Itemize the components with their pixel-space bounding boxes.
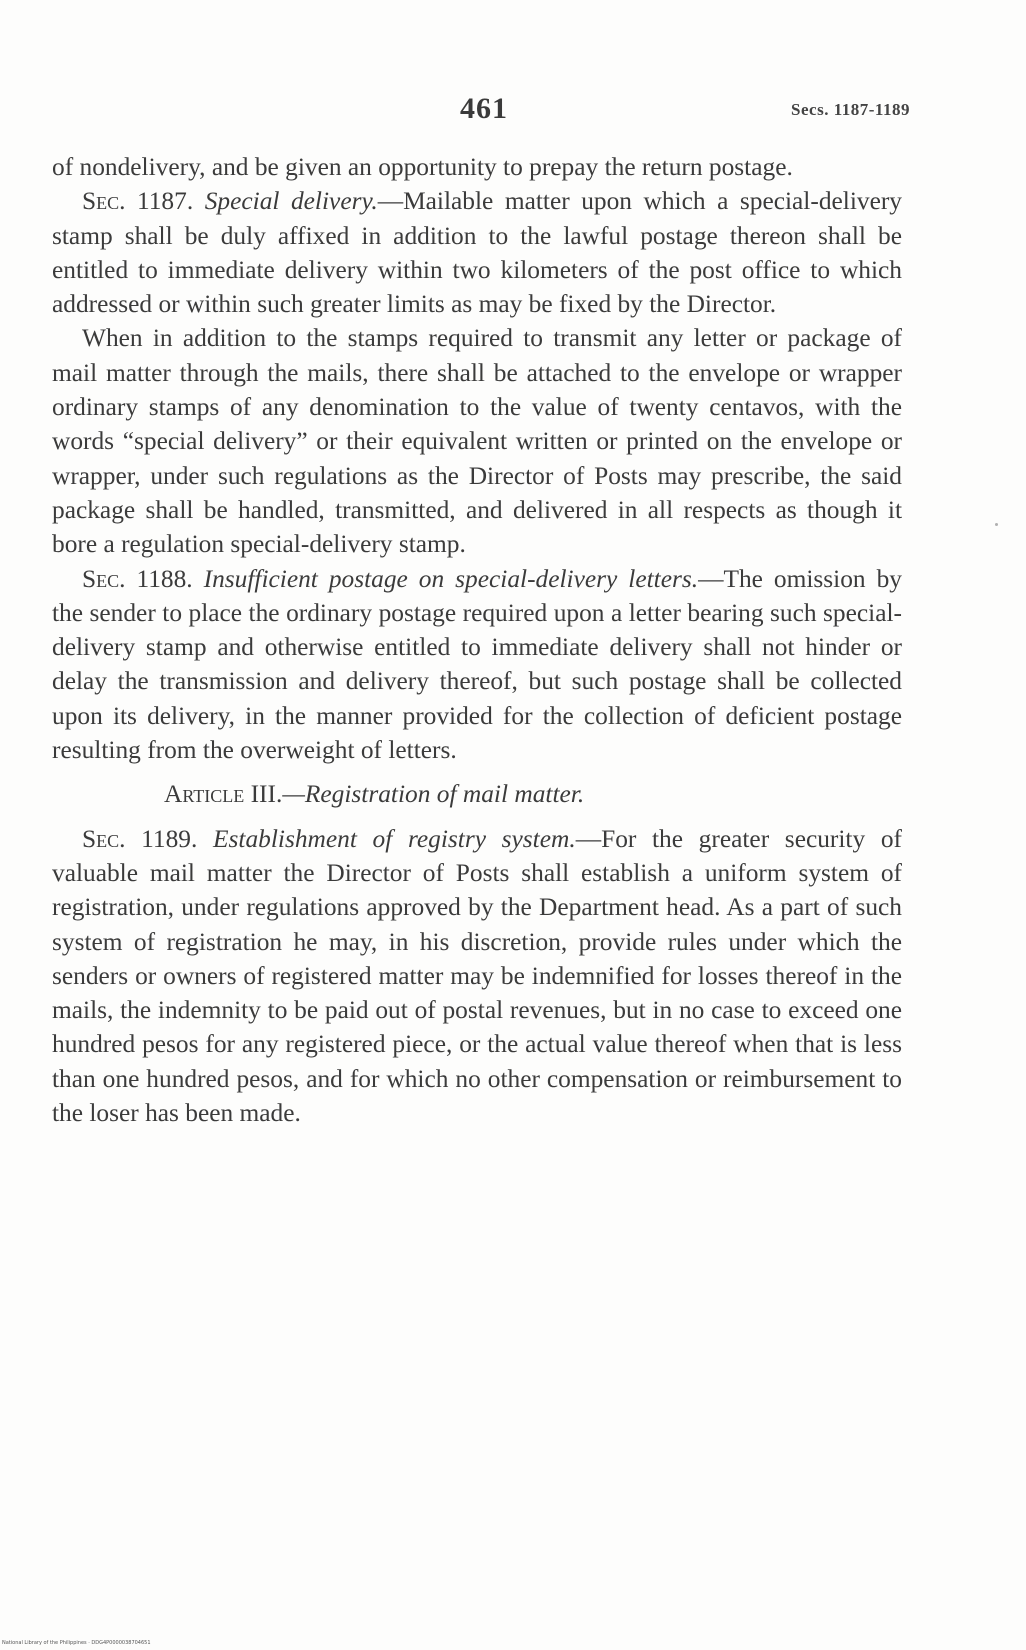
section-text: —For the greater security of valuable mail matter the Director of Posts shall establish a uniform system of registration, under regulations approved by the Department head. As a part of such system of registration he may, in his discretion, provide rules under which the senders or owners of registered matter may be indemnified for losses thereof in the mails, the indemnity to be paid out of postal revenues, but in no case to exceed one hundred pesos for any registered piece, or the actual value thereof when that is less than one hundred pesos, and for which no other compensation or reimbursement to the loser has been made. — [52, 824, 902, 1128]
body-text — [52, 150, 902, 1130]
scan-speck — [995, 523, 998, 526]
page-number: 461 — [460, 92, 508, 125]
paragraph-text: When in addition to the stamps required to transmit any letter or package of mail matter through the mails, there shall be attached to the envelope or wrapper ordinary stamps of any denomination to the value of twenty centavos, with the words “special delivery” or their equivalent written or printed on the envelope or wrapper, under such regulations as the Director of Posts may prescribe, the said package shall be handled, transmitted, and delivered in all respects as though it bore a regulation special-delivery stamp. — [52, 324, 902, 559]
section-label: Sec. 1189. — [82, 824, 198, 853]
running-header — [60, 92, 910, 132]
section-text: —Mailable matter upon which a special-delivery stamp shall be duly affixed in addition to the lawful postage thereon shall be entitled to immediate delivery within two kilometers of the post office to which addressed or within such greater limits as may be fixed by the Director. — [52, 187, 903, 319]
section-label: Sec. 1188. — [82, 564, 193, 593]
section-title: Special delivery. — [204, 187, 378, 216]
article-heading — [52, 777, 902, 811]
library-stamp: National Library of the Philippines · DDG4P0000038704651 — [2, 1640, 151, 1646]
article-label: Article III. — [164, 780, 283, 809]
section-title: Insufficient postage on special-delivery letters. — [203, 564, 699, 593]
paragraph-text: of nondelivery, and be given an opportunity to prepay the return postage. — [52, 153, 793, 181]
section-1187 — [52, 184, 902, 321]
section-label: Sec. 1187. — [82, 187, 194, 216]
section-range: Secs. 1187-1189 — [791, 100, 910, 119]
paragraph-special-delivery-stamps — [52, 321, 902, 561]
section-title: Establishment of registry system. — [213, 824, 576, 853]
article-title: —Registration of mail matter. — [282, 780, 585, 809]
paragraph-continuation — [52, 150, 902, 184]
section-text: —The omission by the sender to place the ordinary postage required upon a letter bearing such special-delivery stamp and otherwise entitled to immediate delivery shall not hinder or delay the transmission and delivery thereof, but such postage shall be collected upon its delivery, in the manner provided for the collection of deficient postage resulting from the overweight of letters. — [52, 564, 902, 765]
section-1188 — [52, 562, 902, 768]
section-1189 — [52, 822, 902, 1131]
